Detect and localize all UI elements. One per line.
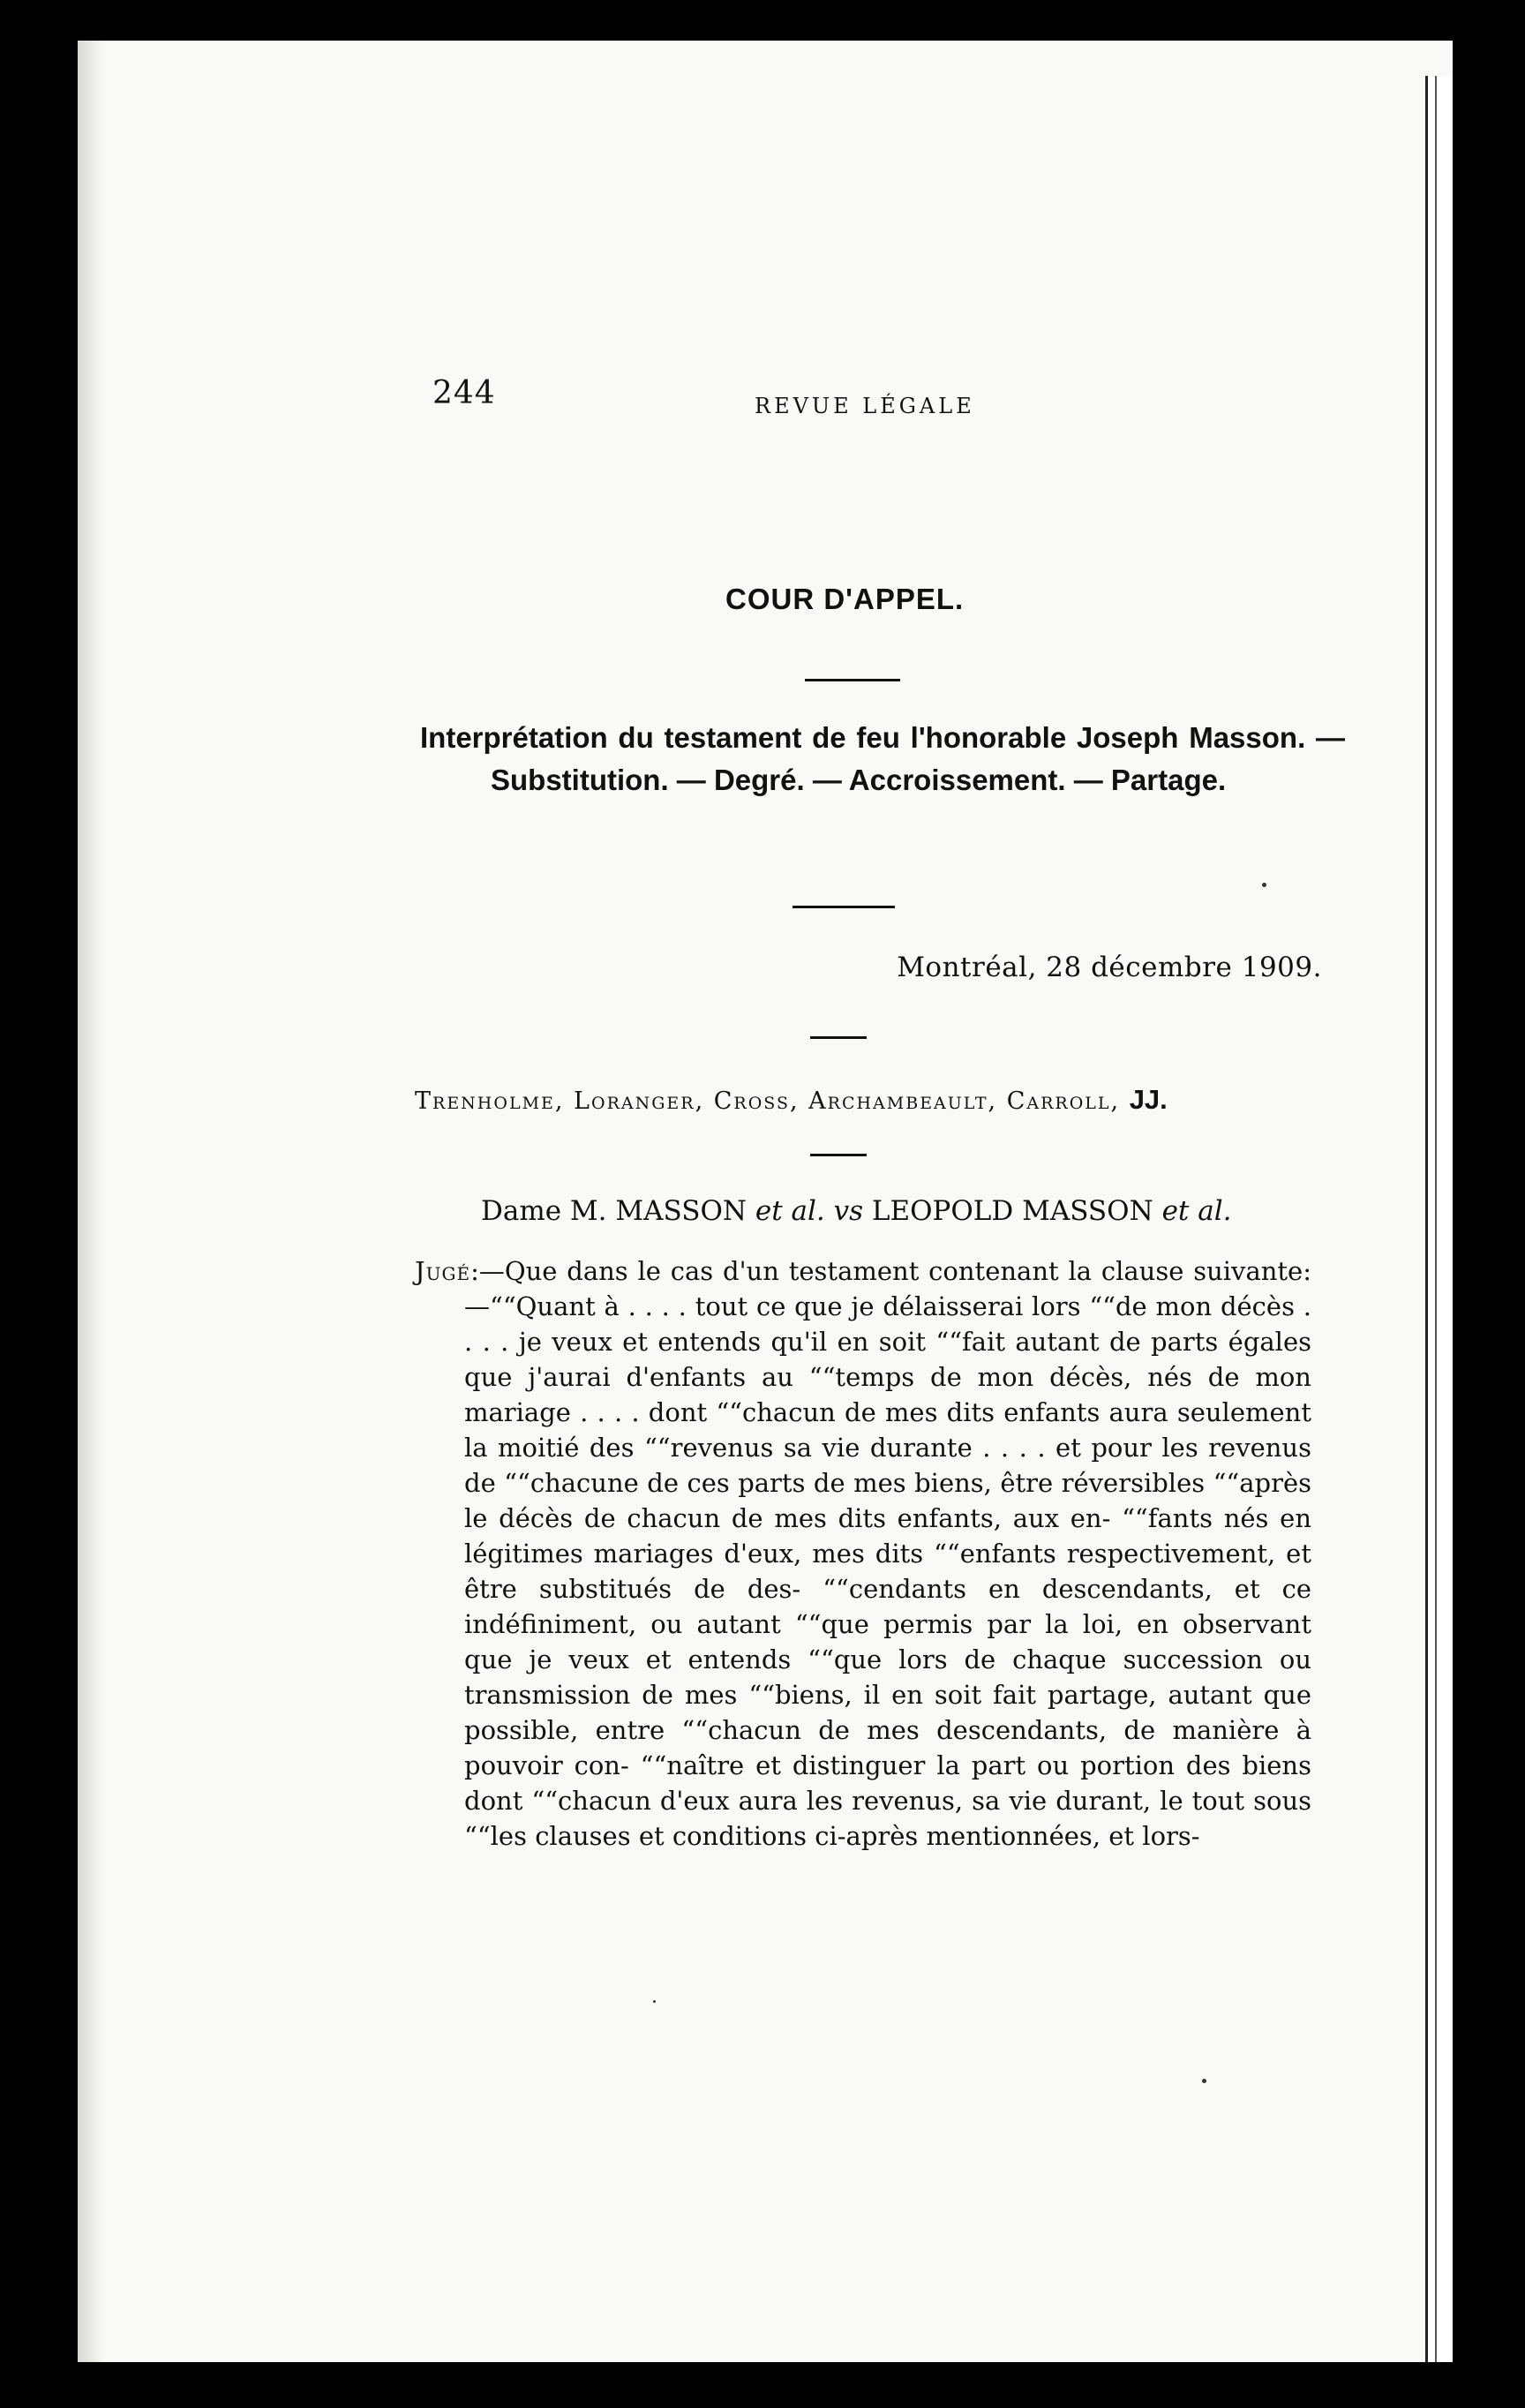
scan-speck xyxy=(653,2000,656,2003)
summary-label: Jugé xyxy=(415,1256,471,1286)
section-rule xyxy=(810,1036,867,1039)
running-title: REVUE LÉGALE xyxy=(755,394,975,418)
summary-text: :—Que dans le cas d'un testament contenant la clause suivante:—““Quant à . . . . tout ce que je délaisserai lors ““de mon décès . . . . je veux et entends qu'il en soit ““fait autant de parts égales que j'aurai d'enfants au ““temps de mon décès, nés de mon mariage . . . . dont ““chacun de mes dits enfants aura seulement la moitié des ““revenus sa vie durante . . . . et pour les revenus de ““chacune de ces parts de mes biens, être réversibles ““après le décès de chacun de mes dits enfants, aux en- ““fants nés en légitimes mariages d'eux, mes dits ““enfants respectivement, et être substitués de des- ““cendants en descendants, et ce indéfiniment, ou autant ““que permis par la loi, en observant que je veux et entends ““que lors de chaque succession ou transmission de mes ““biens, il en soit fait partage, autant que possible, entre ““chacun de mes descendants, de manière à pouvoir con- ““naître et distinguer la part ou portion des biens dont ““chacun d'eux aura les revenus, sa vie durant, le tout sous ““les clauses et conditions ci-après mentionnées, et lors- xyxy=(464,1256,1311,1851)
scan-speck xyxy=(1202,2079,1206,2083)
scan-speck xyxy=(1262,883,1266,887)
plaintiff: Dame M. MASSON xyxy=(481,1195,747,1227)
et-al: et al. xyxy=(755,1195,825,1227)
page-right-edge xyxy=(1425,76,1453,2362)
defendant: LEOPOLD MASSON xyxy=(871,1195,1153,1227)
page-number: 244 xyxy=(432,375,496,411)
section-rule xyxy=(793,906,895,908)
judgment-summary xyxy=(415,1253,1311,1854)
date-line: Montréal, 28 décembre 1909. xyxy=(897,952,1322,983)
section-rule xyxy=(810,1154,867,1156)
case-name xyxy=(481,1195,1231,1227)
court-title: COUR D'APPEL. xyxy=(725,583,965,615)
et-al: et al. xyxy=(1161,1195,1232,1227)
page-left-edge xyxy=(78,41,104,2362)
judges-suffix: JJ. xyxy=(1129,1084,1168,1115)
headnote: Interprétation du testament de feu l'honorable Joseph Masson. — Substitution. — Degré. — Accroissement. — Partage. xyxy=(420,721,1345,796)
versus: vs xyxy=(833,1195,864,1227)
section-rule xyxy=(805,679,900,681)
judges-names: Trenholme, Loranger, Cross, Archambeault, Carroll, xyxy=(415,1087,1121,1115)
judges-line xyxy=(415,1084,1264,1116)
